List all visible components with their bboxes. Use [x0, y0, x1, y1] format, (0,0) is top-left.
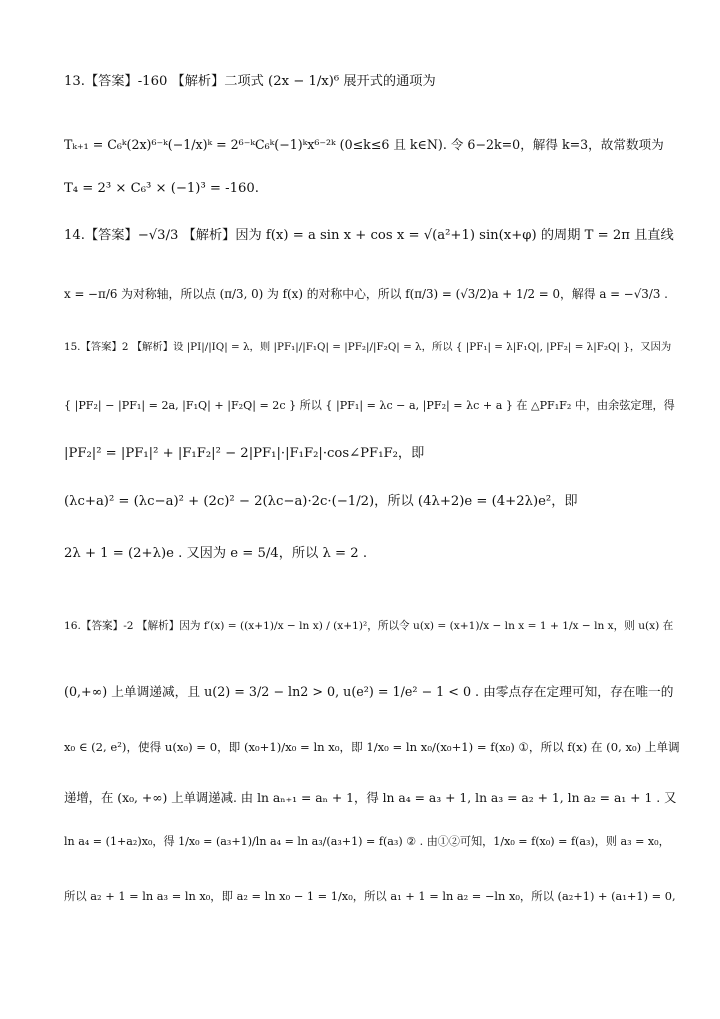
problem-13-line-3: T₄ = 2³ × C₆³ × (−1)³ = -160. [64, 181, 259, 196]
problem-15-line-4: (λc+a)² = (λc−a)² + (2c)² − 2(λc−a)·2c·(−1/2)，所以 (4λ+2)e = (4+2λ)e²，即 [64, 494, 578, 509]
problem-16-line-6: 所以 a₂ + 1 = ln a₃ = ln x₀，即 a₂ = ln x₀ − 1 = 1/x₀，所以 a₁ + 1 = ln a₂ = −ln x₀，所以 (a₂+1) + (a₁+1) = 0, [64, 889, 676, 903]
problem-13-line-1: 13.【答案】-160 【解析】二项式 (2x − 1/x)⁶ 展开式的通项为 [64, 74, 436, 89]
problem-14-line-1: 14.【答案】−√3/3 【解析】因为 f(x) = a sin x + cos x = √(a²+1) sin(x+φ) 的周期 T = 2π 且直线 [64, 228, 674, 243]
problem-14-line-2: x = −π/6 为对称轴，所以点 (π/3, 0) 为 f(x) 的对称中心，所以 f(π/3) = (√3/2)a + 1/2 = 0，解得 a = −√3/3 . [64, 287, 668, 301]
problem-16-line-4: 递增，在 (x₀, +∞) 上单调递减. 由 ln aₙ₊₁ = aₙ + 1，得 ln a₄ = a₃ + 1, ln a₃ = a₂ + 1, ln a₂ = a₁ + 1 . 又 [64, 791, 677, 805]
problem-16-line-3: x₀ ∈ (2, e²)，使得 u(x₀) = 0，即 (x₀+1)/x₀ = ln x₀，即 1/x₀ = ln x₀/(x₀+1) = f(x₀) ①，所以 f(x) 在 (0, x₀) 上单调 [64, 740, 680, 754]
problem-15-line-3: |PF₂|² = |PF₁|² + |F₁F₂|² − 2|PF₁|·|F₁F₂|·cos∠PF₁F₂，即 [64, 446, 425, 461]
problem-16-line-5: ln a₄ = (1+a₂)x₀，得 1/x₀ = (a₃+1)/ln a₄ = ln a₃/(a₃+1) = f(a₃) ② . 由①②可知，1/x₀ = f(x₀) = f(a₃)，则 a₃ = x₀， [64, 835, 670, 848]
problem-16-line-2: (0,+∞) 上单调递减，且 u(2) = 3/2 − ln2 > 0, u(e²) = 1/e² − 1 < 0 . 由零点存在定理可知，存在唯一的 [64, 684, 674, 699]
problem-16-line-1: 16.【答案】-2 【解析】因为 f′(x) = ((x+1)/x − ln x) / (x+1)²，所以令 u(x) = (x+1)/x − ln x = 1 + 1/x − ln x，则 u(x) 在 [64, 620, 674, 632]
problem-13-line-2: Tₖ₊₁ = C₆ᵏ(2x)⁶⁻ᵏ(−1/x)ᵏ = 2⁶⁻ᵏC₆ᵏ(−1)ᵏx⁶⁻²ᵏ (0≤k≤6 且 k∈N). 令 6−2k=0，解得 k=3，故常数项为 [64, 137, 664, 152]
problem-15-line-1: 15.【答案】2 【解析】设 |PI|/|IQ| = λ，则 |PF₁|/|F₁Q| = |PF₂|/|F₂Q| = λ，所以 { |PF₁| = λ|F₁Q|, |PF₂| = λ|F₂Q| }，又因为 [64, 341, 672, 353]
problem-15-line-2: { |PF₂| − |PF₁| = 2a, |F₁Q| + |F₂Q| = 2c } 所以 { |PF₁| = λc − a, |PF₂| = λc + a } 在 △PF₁F₂ 中，由余弦定理，得 [64, 399, 675, 412]
problem-15-line-5: 2λ + 1 = (2+λ)e . 又因为 e = 5/4，所以 λ = 2 . [64, 546, 368, 561]
